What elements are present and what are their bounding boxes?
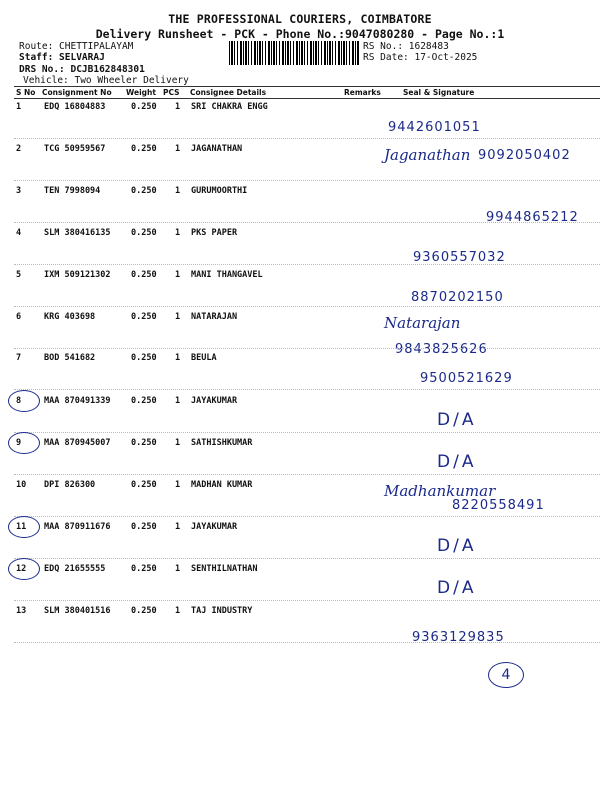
row-consignment: SLM 380416135 [44,228,111,238]
row-pcs: 1 [175,396,181,406]
row-consignment: TEN 7998094 [44,186,101,196]
row-number-circle [8,432,40,454]
rs-number: RS No.: 1628483 [363,41,449,52]
barcode [229,41,359,65]
row-consignee: MANI THANGAVEL [191,270,263,280]
signature-da: D/A [437,452,477,472]
row-weight: 0.250 [131,522,157,532]
row-consignee: TAJ INDUSTRY [191,606,253,616]
row-separator [14,642,600,643]
row-separator [14,264,600,265]
row-number-circle [8,516,40,538]
signature-handwritten: Jaganathan [384,146,471,164]
row-pcs: 1 [175,228,181,238]
row-weight: 0.250 [131,564,157,574]
row-consignee: JAYAKUMAR [191,396,238,406]
col-consignee: Consignee Details [190,88,267,97]
row-sno: 1 [16,102,22,112]
signature-handwritten: Madhankumar [384,482,496,500]
row-pcs: 1 [175,480,181,490]
row-weight: 0.250 [131,353,157,363]
row-pcs: 1 [175,522,181,532]
col-seal-signature: Seal & Signature [403,88,475,97]
signature-phone: 9363129835 [412,630,505,645]
row-sno: 5 [16,270,22,280]
row-weight: 0.250 [131,102,157,112]
signature-handwritten: Natarajan [384,314,461,332]
col-remarks: Remarks [344,88,381,97]
route-label: Route: CHETTIPALAYAM [19,41,134,52]
row-pcs: 1 [175,438,181,448]
row-sno: 7 [16,353,22,363]
row-pcs: 1 [175,564,181,574]
company-name: THE PROFESSIONAL COURIERS, COIMBATORE [168,12,432,26]
col-consignment: Consignment No [42,88,112,97]
row-pcs: 1 [175,312,181,322]
row-separator [14,306,600,307]
vehicle-label: Vehicle: Two Wheeler Delivery [23,75,189,86]
row-separator [14,558,600,559]
row-consignee: PKS PAPER [191,228,238,238]
header-top-rule [14,86,600,87]
row-consignee: SATHISHKUMAR [191,438,253,448]
col-pcs: PCS [163,88,180,97]
row-weight: 0.250 [131,312,157,322]
row-consignment: MAA 870911676 [44,522,111,532]
row-separator [14,180,600,181]
row-weight: 0.250 [131,606,157,616]
staff-label: Staff: SELVARAJ [19,52,105,63]
row-consignee: JAGANATHAN [191,144,243,154]
drs-number: DRS No.: DCJB162848301 [19,64,145,75]
row-consignment: EDQ 21655555 [44,564,106,574]
row-consignee: NATARAJAN [191,312,238,322]
signature-da: D/A [437,410,477,430]
row-consignee: JAYAKUMAR [191,522,238,532]
row-separator [14,516,600,517]
row-separator [14,474,600,475]
row-separator [14,432,600,433]
signature-da: D/A [437,578,477,598]
signature-phone: 9442601051 [388,120,481,135]
row-separator [14,389,600,390]
signature-phone: 9500521629 [420,371,513,386]
row-consignee: MADHAN KUMAR [191,480,253,490]
row-sno: 8 [16,396,22,406]
row-number-circle [8,558,40,580]
row-consignment: BOD 541682 [44,353,96,363]
rs-date: RS Date: 17-Oct-2025 [363,52,478,63]
row-consignment: EDQ 16804883 [44,102,106,112]
row-sno: 12 [16,564,27,574]
signature-phone: 8870202150 [411,290,504,305]
row-weight: 0.250 [131,396,157,406]
header-bottom-rule [14,98,600,99]
row-pcs: 1 [175,606,181,616]
runsheet-title: Delivery Runsheet - PCK - Phone No.:9047080280 - Page No.:1 [95,27,505,41]
signature-phone: 9360557032 [413,250,506,265]
row-weight: 0.250 [131,270,157,280]
row-consignment: MAA 870491339 [44,396,111,406]
signature-da: D/A [437,536,477,556]
row-separator [14,600,600,601]
row-sno: 10 [16,480,27,490]
row-weight: 0.250 [131,480,157,490]
signature-phone: 9944865212 [486,210,579,225]
signature-phone: 9092050402 [478,148,571,163]
row-separator [14,348,600,349]
row-sno: 11 [16,522,27,532]
row-consignment: MAA 870945007 [44,438,111,448]
row-consignment: TCG 50959567 [44,144,106,154]
row-sno: 13 [16,606,27,616]
row-consignee: SENTHILNATHAN [191,564,258,574]
row-consignment: SLM 380401516 [44,606,111,616]
row-number-circle [8,390,40,412]
row-sno: 2 [16,144,22,154]
row-pcs: 1 [175,270,181,280]
row-consignment: IXM 509121302 [44,270,111,280]
signature-phone: 8220558491 [452,498,545,513]
col-sno: S No [16,88,36,97]
row-separator [14,138,600,139]
row-pcs: 1 [175,144,181,154]
row-weight: 0.250 [131,144,157,154]
row-sno: 3 [16,186,22,196]
row-consignment: KRG 403698 [44,312,96,322]
row-consignment: DPI 826300 [44,480,96,490]
row-sno: 9 [16,438,22,448]
row-sno: 4 [16,228,22,238]
row-pcs: 1 [175,102,181,112]
signature-phone: 9843825626 [395,342,488,357]
row-pcs: 1 [175,186,181,196]
row-weight: 0.250 [131,438,157,448]
row-consignee: GURUMOORTHI [191,186,248,196]
row-separator [14,222,600,223]
page-mark-circle: 4 [488,662,524,688]
row-sno: 6 [16,312,22,322]
row-weight: 0.250 [131,186,157,196]
row-consignee: BEULA [191,353,217,363]
row-consignee: SRI CHAKRA ENGG [191,102,268,112]
row-pcs: 1 [175,353,181,363]
row-weight: 0.250 [131,228,157,238]
col-weight: Weight [126,88,156,97]
